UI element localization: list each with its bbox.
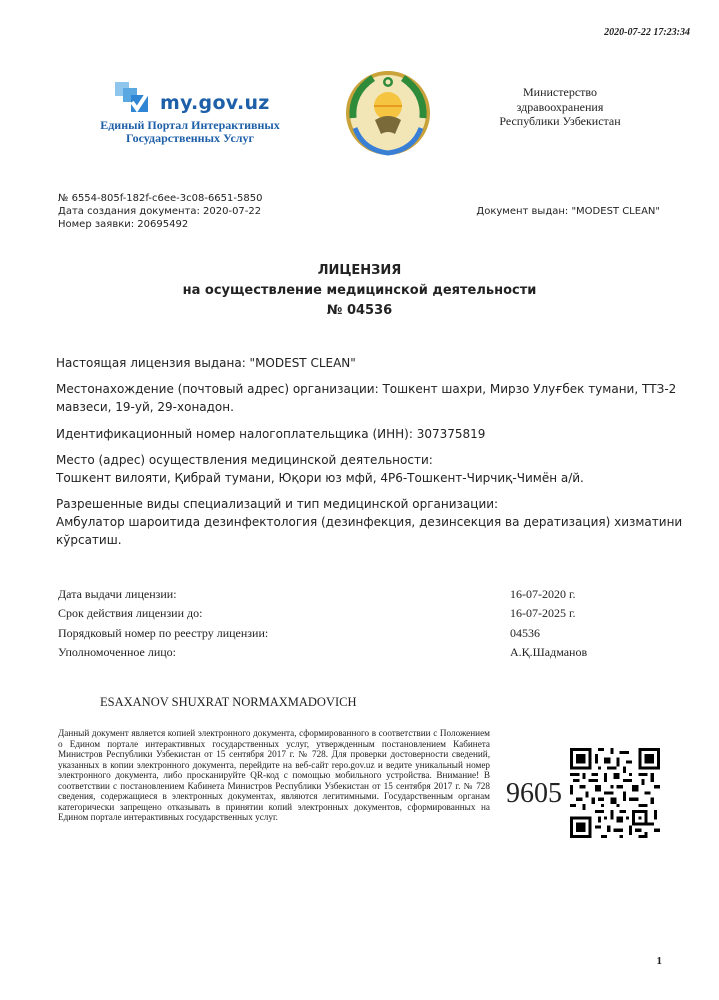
detail-value: 04536 (510, 626, 540, 640)
address-line: мавзеси, 19-уй, 29-хонадон. (56, 400, 234, 414)
logo-subtitle: Единый Портал Интерактивных (100, 118, 280, 132)
signer-name: ESAXANOV SHUXRAT NORMAXMADOVICH (100, 695, 357, 709)
checkmark-logo-icon (115, 82, 151, 118)
document-subtitle: на осуществление медицинской деятельности (182, 283, 537, 298)
issued-by: Документ выдан: "MODEST CLEAN" (476, 206, 660, 217)
specialization: Амбулатор шароитида дезинфектология (дезинфекция, дезинсекция ва дератизация) хизматини (56, 515, 683, 529)
address-line: Местонахождение (почтовый адрес) организации: Тошкент шахри, Мирзо Улуғбек тумани, ТТЗ-2 (56, 382, 677, 396)
specialization: кўрсатиш. (56, 533, 122, 547)
document-date: Дата создания документа: 2020-07-22 (58, 206, 262, 217)
license-number: № 04536 (326, 303, 393, 318)
page-number: 1 (656, 955, 662, 967)
detail-value: 16-07-2020 г. (510, 587, 576, 601)
detail-value: А.Қ.Шадманов (510, 645, 588, 659)
detail-label: Уполномоченное лицо: (58, 645, 177, 659)
document-number: № 6554-805f-182f-c6ee-3c08-6651-5850 (58, 193, 263, 204)
issued-to: Настоящая лицензия выдана: "MODEST CLEAN" (56, 356, 356, 370)
ministry-name: здравоохранения (516, 100, 604, 114)
legal-disclaimer: Данный документ является копией электронного документа, сформированного в соответствии с Положением о Едином портале интерактивных государственных услуг, утвержденным постановлением Кабинета Министров Республики Узбекистан от 15 сентября 2017 г. № 728. Для проверки достоверности сведений, указанных в копии электронного документа, перейдите на веб-сайт repo.gov.uz и ведите уникальный номер электронного документа, либо просканируйте QR-код с помощью мобильного устройства. Внимание! В соответствии с постановлением Кабинета Министров Республики Узбекистан от 15 сентября 2017 г. № 728 сведения, содержащиеся в электронных документах, являются легитимными. Государственным органам категорически запрещено отказывать в принятии копий электронных документов, сформированных на Едином портале интерактивных государственных услуг. (58, 728, 490, 822)
detail-label: Срок действия лицензии до: (58, 606, 203, 620)
document-title: ЛИЦЕНЗИЯ (317, 263, 402, 278)
logo-name: my.gov.uz (160, 92, 270, 114)
request-number: Номер заявки: 20695492 (58, 219, 189, 230)
detail-label: Порядковый номер по реестру лицензии: (58, 626, 269, 640)
inn: Идентификационный номер налогоплательщика (ИНН): 307375819 (56, 427, 486, 441)
qr-code-icon (570, 748, 660, 838)
state-emblem-icon (343, 68, 433, 158)
detail-label: Дата выдачи лицензии: (58, 587, 177, 601)
ministry-name: Министерство (523, 85, 597, 99)
ministry-name: Республики Узбекистан (499, 114, 621, 128)
qr-code-number: 9605 (506, 778, 562, 809)
detail-value: 16-07-2025 г. (510, 606, 576, 620)
activity-place-label: Место (адрес) осуществления медицинской деятельности: (56, 453, 433, 467)
logo-subtitle: Государственных Услуг (126, 131, 254, 145)
activity-place: Тошкент вилояти, Қибрай тумани, Юқори юз мфй, 4Р6-Тошкент-Чирчиқ-Чимён а/й. (56, 471, 584, 485)
specialization-label: Разрешенные виды специализаций и тип медицинской организации: (56, 497, 499, 511)
timestamp: 2020-07-22 17:23:34 (604, 27, 690, 38)
